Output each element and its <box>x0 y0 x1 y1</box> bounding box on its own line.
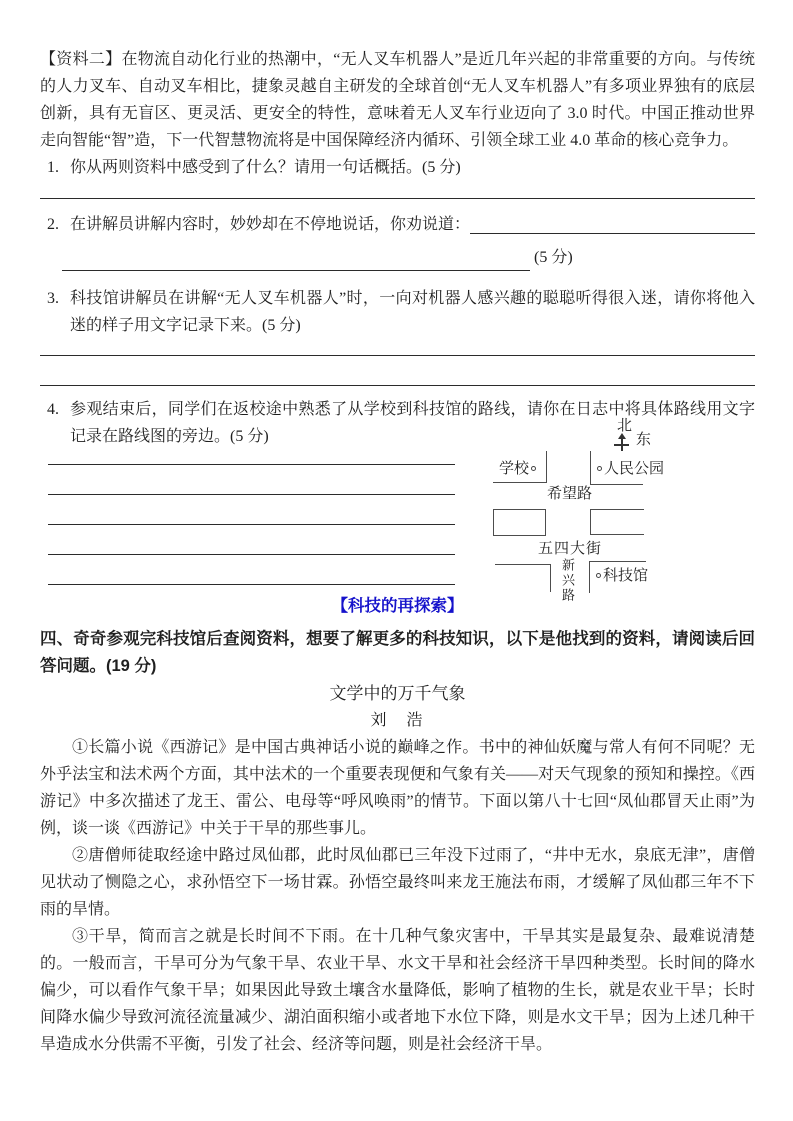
map-label-museum: 科技馆 <box>594 568 648 584</box>
map-label-school: 学校 <box>499 461 538 477</box>
question-4-number: 4. <box>47 401 59 418</box>
answer-line <box>48 494 455 495</box>
question-2-score: (5 分) <box>534 249 573 266</box>
answer-line <box>40 355 755 356</box>
question-4-answer-lines <box>48 464 455 585</box>
question-2-text: 在讲解员讲解内容时，妙妙却在不停地说话，你劝说道： <box>70 216 471 233</box>
question-3-number: 3. <box>47 290 59 307</box>
compass-icon <box>611 420 655 454</box>
answer-line <box>40 198 755 199</box>
material-2-paragraph: 【资料二】在物流自动化行业的热潮中，“无人叉车机器人”是近几年兴起的非常重要的方向。与传统的人力叉车、自动叉车相比，捷象灵越自主研发的全球首创“无人叉车机器人”有多项业界独有的底层创新，具有无盲区、更灵活、更安全的特性，意味着无人叉车行业迈向了 3.0 时代。中国正推动世界走向智能“智”造，下一代智慧物流将是中国保障经济内循环、引领全球工业 4.0 革命的核心竞争力。 <box>40 51 755 149</box>
question-4-text: 参观结束后，同学们在返校途中熟悉了从学校到科技馆的路线，请你在日志中将具体路线用文字记录在路线图的旁边。(5 分) <box>70 401 755 445</box>
section-four-instructions: 四、奇奇参观完科技馆后查阅资料，想要了解更多的科技知识，以下是他找到的资料，请阅读后回答问题。(19 分) <box>40 630 755 675</box>
answer-line <box>62 247 530 271</box>
question-2-number: 2. <box>47 216 59 233</box>
map-label-xinxing-road: 新兴路 <box>560 558 575 603</box>
answer-line <box>48 524 455 525</box>
location-dot-icon <box>596 573 601 578</box>
map-label-hope-road: 希望路 <box>547 486 593 502</box>
answer-line <box>470 211 755 234</box>
article-title: 文学中的万千气象 <box>329 684 466 703</box>
section-header-explore: 【科技的再探索】 <box>331 597 464 615</box>
article-paragraph-2: ②唐僧师徒取经途中路过凤仙郡，此时凤仙郡已三年没下过雨了，“井中无水，泉底无津”，唐僧见状动了恻隐之心，求孙悟空下一场甘霖。孙悟空最终叫来龙王施法布雨，才缓解了凤仙郡三年不下雨的旱情。 <box>40 847 755 918</box>
map-block <box>590 509 644 535</box>
map-road-line <box>590 451 591 484</box>
location-dot-icon <box>597 466 602 471</box>
question-1 <box>40 154 755 181</box>
article-paragraph-3: ③干旱，简而言之就是长时间不下雨。在十几种气象灾害中，干旱其实是最复杂、最难说清楚的。一般而言，干旱可分为气象干旱、农业干旱、水文干旱和社会经济干旱四种类型。长时间的降水偏少，可以看作气象干旱；如果因此导致土壤含水量降低，影响了植物的生长，就是农业干旱；长时间降水偏少导致河流径流量减少、湖泊面积缩小或者地下水位下降，则是水文干旱；因为上述几种干旱造成水分供需不平衡，引发了社会、经济等问题，则是社会经济干旱。 <box>40 928 755 1053</box>
map-road-line <box>493 482 547 483</box>
map-road-line <box>589 561 646 562</box>
map-road-line <box>546 451 547 482</box>
map-road-line <box>550 564 551 592</box>
question-3-text: 科技馆讲解员在讲解“无人叉车机器人”时，一向对机器人感兴趣的聪聪听得很入迷，请你将他入迷的样子用文字记录下来。(5 分) <box>70 290 755 334</box>
map-label-park: 人民公园 <box>595 461 664 477</box>
answer-line <box>48 554 455 555</box>
question-2-answer-row <box>62 244 755 271</box>
answer-line <box>48 584 455 585</box>
question-4 <box>40 396 755 603</box>
question-1-text: 你从两则资料中感受到了什么？请用一句话概括。(5 分) <box>70 159 461 176</box>
article-paragraph-1: ①长篇小说《西游记》是中国古典神话小说的巅峰之作。书中的神仙妖魔与常人有何不同呢？无外乎法宝和法术两个方面，其中法术的一个重要表现便和气象有关——对天气现象的预知和操控。《西游记》中多次描述了龙王、雷公、电母等“呼风唤雨”的情节。下面以第八十七回“凤仙郡冒天止雨”为例，谈一谈《西游记》中关于干旱的那些事儿。 <box>40 739 755 837</box>
question-2 <box>40 211 755 238</box>
map-road-line <box>590 484 643 485</box>
question-3 <box>40 285 755 339</box>
article-author: 刘 浩 <box>370 712 425 729</box>
compass-north-label: 北 <box>617 418 633 434</box>
compass-east-label: 东 <box>636 432 652 448</box>
map-road-line <box>589 561 590 593</box>
map-road-line <box>495 564 550 565</box>
map-label-wusi-street: 五四大街 <box>538 541 603 557</box>
compass-arrow-icon <box>614 435 629 452</box>
location-dot-icon <box>531 466 536 471</box>
map-block <box>493 509 546 536</box>
question-1-number: 1. <box>47 159 59 176</box>
route-map <box>483 420 755 605</box>
answer-line <box>40 385 755 386</box>
answer-line <box>48 464 455 465</box>
